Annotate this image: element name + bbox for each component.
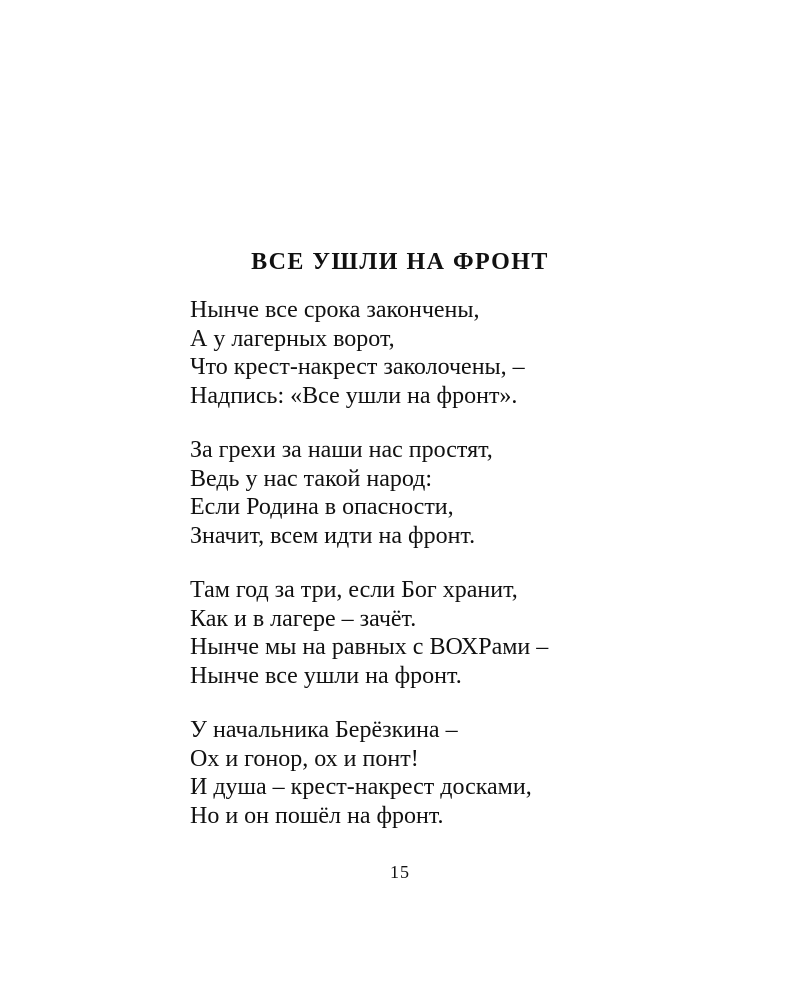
poem-line: Там год за три, если Бог хранит,: [190, 577, 518, 603]
poem-line: Как и в лагере – зачёт.: [190, 605, 417, 632]
poem-line: А у лагерных ворот,: [190, 325, 395, 352]
poem-line: И душа – крест-накрест досками,: [190, 774, 532, 800]
poem-line: Нынче все срока закончены,: [190, 297, 480, 323]
poem-body: [190, 296, 750, 856]
poem-line: Ведь у нас такой народ:: [190, 465, 433, 492]
poem-line: Надпись: «Все ушли на фронт».: [190, 382, 518, 409]
stanza-4: [190, 716, 750, 830]
poem-line: За грехи за наши нас простят,: [190, 437, 493, 463]
poem-line: Нынче все ушли на фронт.: [190, 662, 462, 689]
poem-line: У начальника Берёзкина –: [190, 717, 458, 743]
stanza-1: [190, 296, 750, 410]
poem-line: Но и он пошёл на фронт.: [190, 802, 444, 829]
poem-line: Значит, всем идти на фронт.: [190, 522, 476, 549]
poem-line: Ох и гонор, ох и понт!: [190, 745, 419, 772]
stanza-2: [190, 436, 750, 550]
page-number: 15: [390, 862, 410, 882]
poem-line: Если Родина в опасности,: [190, 494, 454, 520]
poem-title: ВСЕ УШЛИ НА ФРОНТ: [251, 249, 549, 275]
stanza-3: [190, 576, 750, 690]
poem-line: Нынче мы на равных с ВОХРами –: [190, 634, 549, 660]
poem-line: Что крест-накрест заколочены, –: [190, 354, 525, 380]
